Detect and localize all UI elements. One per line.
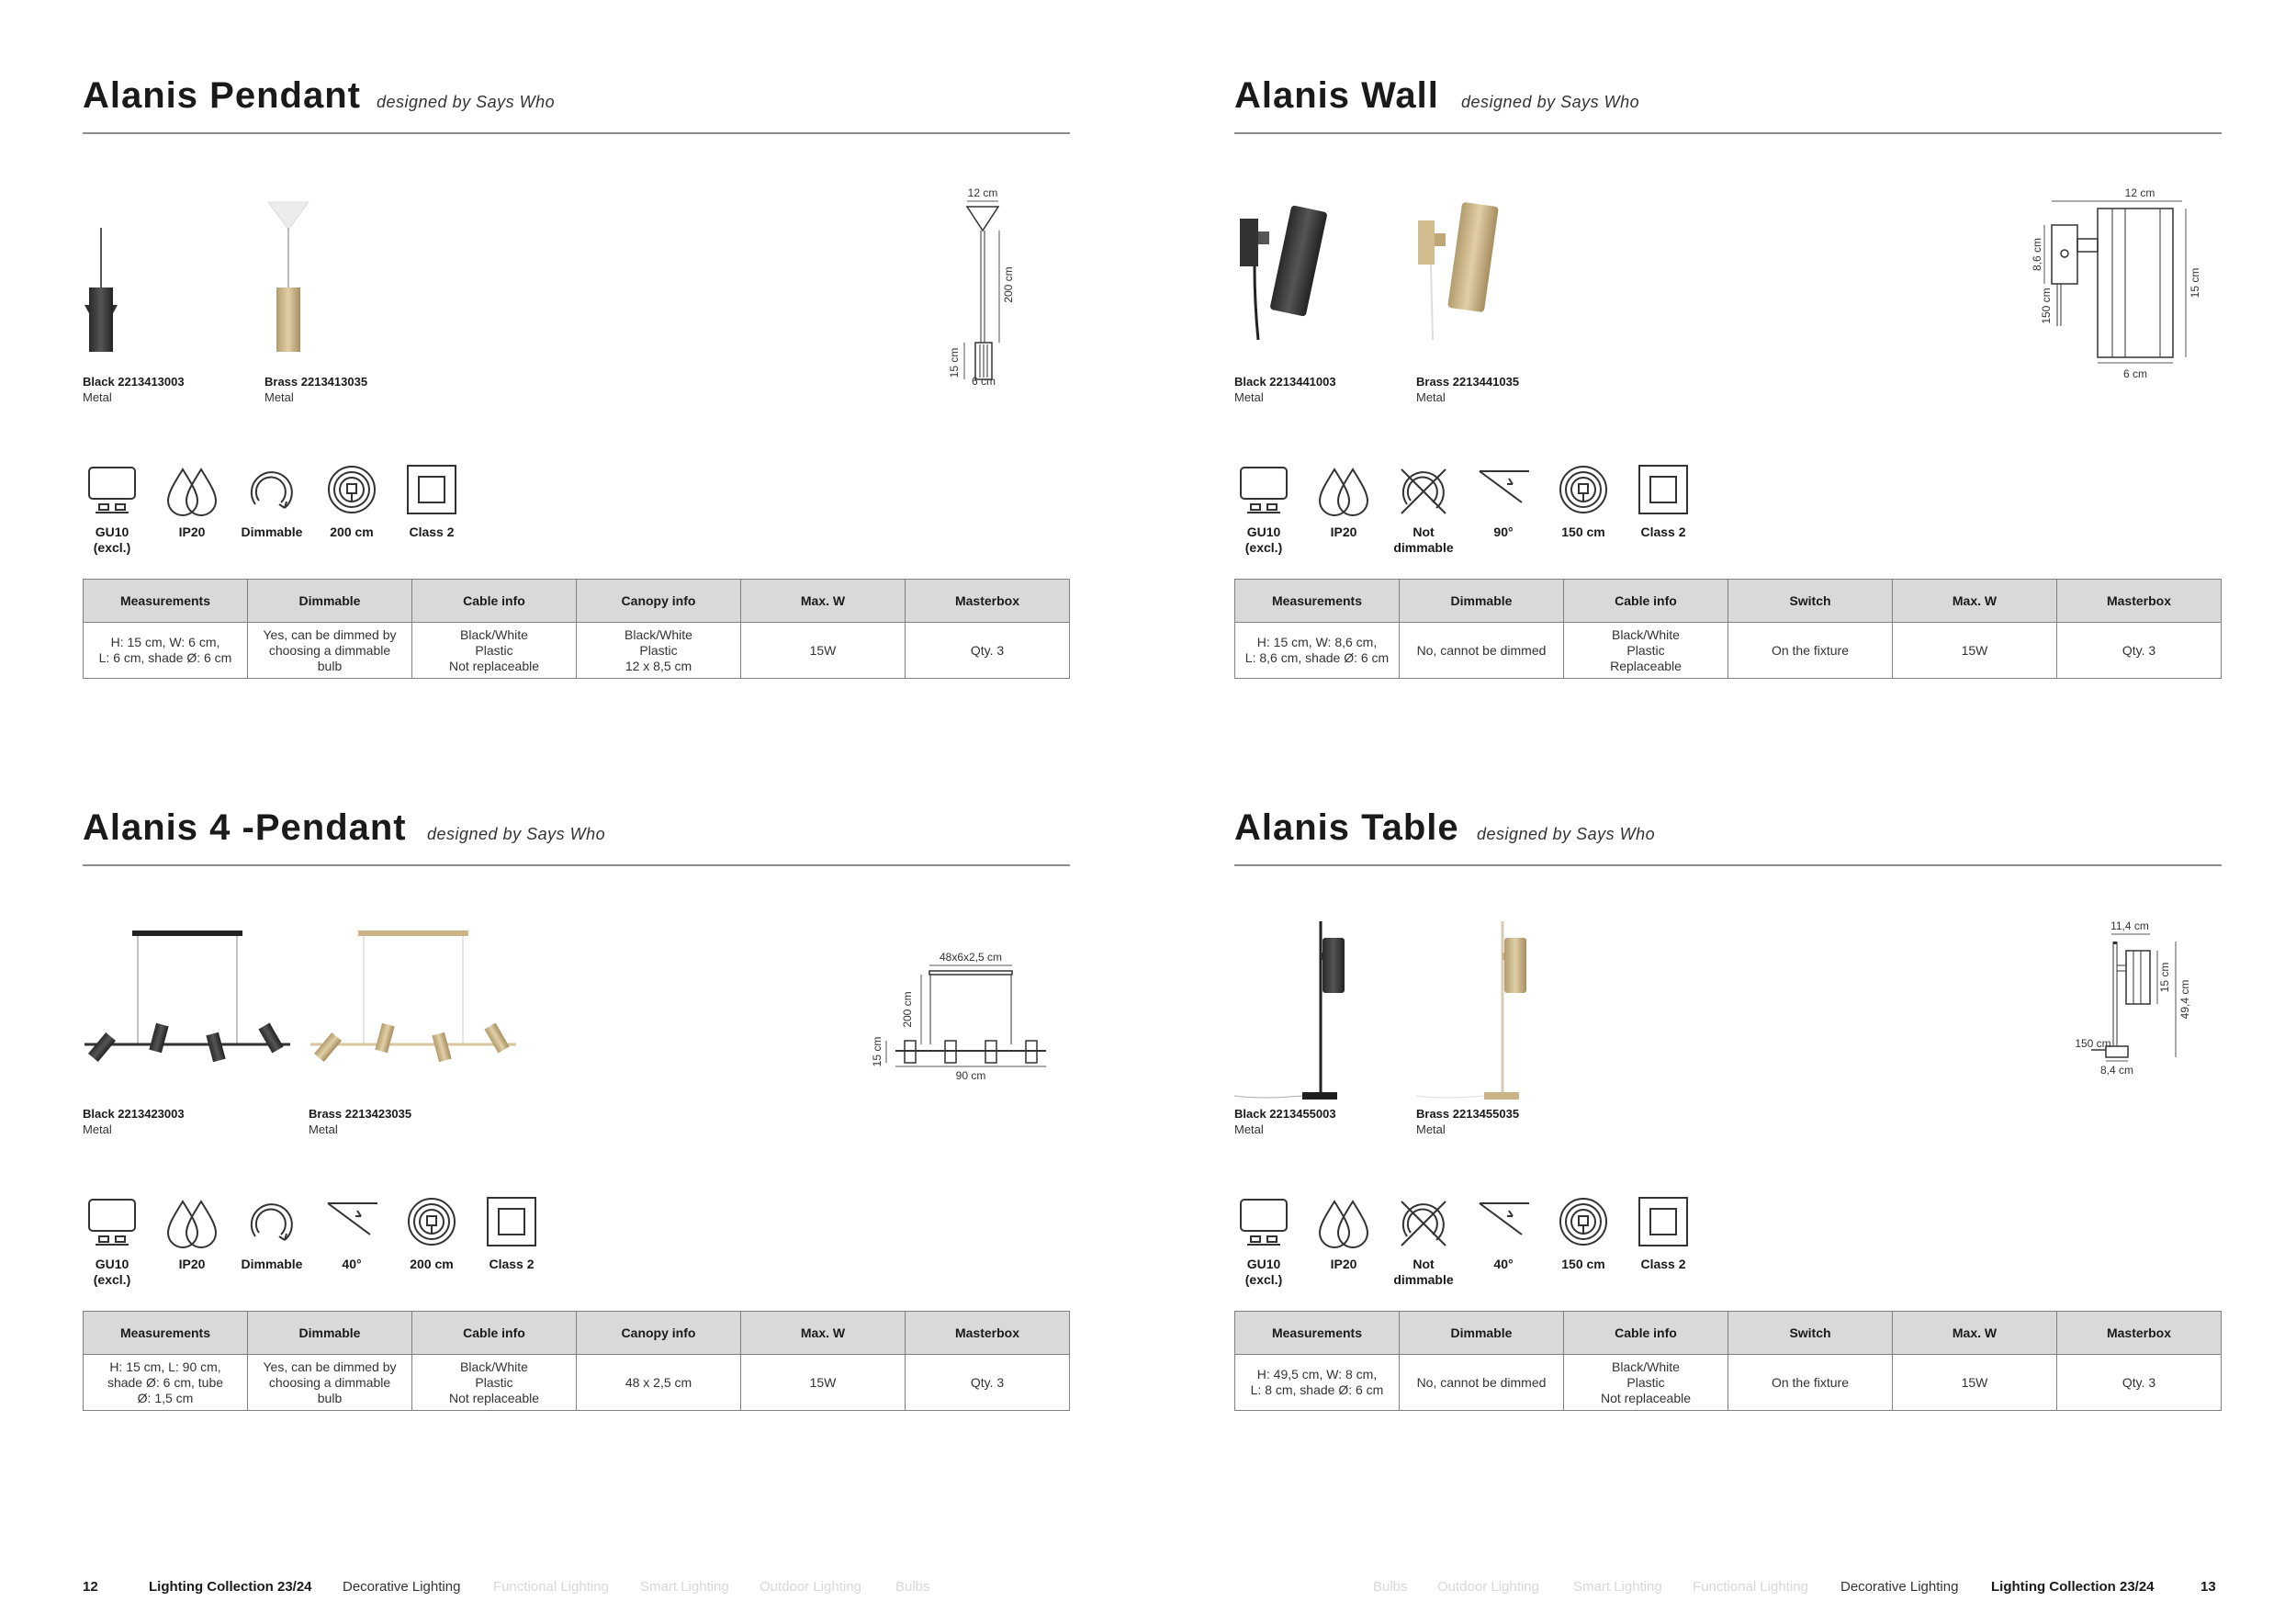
product-material: Metal (1234, 390, 1264, 404)
table-cell: Black/White Plastic Not replaceable (412, 1355, 577, 1411)
footer-nav-functional[interactable]: Functional Lighting (1693, 1579, 1808, 1595)
table-row (84, 623, 1070, 679)
table-cell: Black/White Plastic Replaceable (1564, 623, 1728, 679)
collection-name: Lighting Collection 23/24 (1991, 1579, 2155, 1595)
footer-nav-decorative[interactable]: Decorative Lighting (343, 1579, 461, 1595)
feature-label: 150 cm (1561, 1257, 1605, 1271)
feature-item (313, 464, 390, 565)
column-header: Switch (1728, 580, 1893, 623)
column-header: Max. W (741, 580, 906, 623)
ip20-drop-icon (163, 1196, 221, 1251)
table-lamp-dimension-drawing (2065, 919, 2203, 1077)
feature-label: 200 cm (330, 524, 374, 539)
dim-height: 15 cm (871, 1036, 884, 1067)
pendant-brass-photo (264, 184, 320, 367)
table-cell: Yes, can be dimmed by choosing a dimmable bulb (248, 623, 412, 679)
tilt-angle-icon (1474, 1196, 1533, 1251)
dim-backplate: 8,6 cm (2031, 237, 2043, 272)
four-pendant-dimension-drawing (868, 953, 1052, 1081)
footer-nav-smart[interactable]: Smart Lighting (640, 1579, 729, 1595)
footer-nav-outdoor[interactable]: Outdoor Lighting (1437, 1579, 1539, 1595)
gu10-bulb-icon (83, 1196, 141, 1251)
feature-label: GU10 (excl.) (1244, 1257, 1283, 1287)
feature-label: Class 2 (489, 1257, 535, 1271)
feature-item (1625, 464, 1702, 565)
product-material: Metal (309, 1122, 338, 1136)
section-header (1234, 806, 2222, 866)
feature-item (73, 464, 151, 565)
feature-label: Dimmable (241, 1257, 303, 1271)
tilt-angle-icon (1474, 464, 1533, 519)
spec-table (1234, 1311, 2222, 1411)
product-title: Alanis Pendant (83, 75, 361, 116)
footer-nav-bulbs[interactable]: Bulbs (895, 1579, 930, 1595)
table-cell: Black/White Plastic Not replaceable (1564, 1355, 1728, 1411)
feature-item (73, 1196, 151, 1297)
table-cell: H: 15 cm, W: 6 cm, L: 6 cm, shade Ø: 6 cm (84, 623, 248, 679)
column-header: Cable info (1564, 1312, 1728, 1355)
table-cell: 15W (741, 1355, 906, 1411)
spec-table (83, 1311, 1070, 1411)
table-row (84, 1355, 1070, 1411)
product-sku: Brass 2213423035 (309, 1107, 412, 1121)
dimmable-icon (242, 464, 301, 519)
gu10-bulb-icon (83, 464, 141, 519)
column-header: Masterbox (2057, 1312, 2222, 1355)
column-header: Canopy info (577, 1312, 741, 1355)
not-dimmable-icon (1394, 1196, 1453, 1251)
dim-top: 11,4 cm (2110, 919, 2149, 932)
dim-length: 200 cm (901, 991, 914, 1028)
feature-label: IP20 (1330, 1257, 1357, 1271)
column-header: Measurements (1235, 1312, 1400, 1355)
table-lamp-brass-photo (1416, 916, 1526, 1104)
table-cell: 15W (1893, 1355, 2057, 1411)
product-material: Metal (264, 390, 294, 404)
wall-black-photo (1234, 184, 1326, 372)
product-sku: Brass 2213413035 (264, 375, 368, 389)
column-header: Canopy info (577, 580, 741, 623)
page-number: 12 (83, 1579, 98, 1595)
feature-label: GU10 (excl.) (1244, 524, 1283, 555)
dim-height: 15 cm (2189, 267, 2201, 299)
feature-label: 40° (342, 1257, 362, 1271)
table-cell: 15W (741, 623, 906, 679)
column-header: Dimmable (248, 1312, 412, 1355)
table-lamp-black-photo (1234, 916, 1345, 1104)
ip20-drop-icon (163, 464, 221, 519)
gu10-bulb-icon (1234, 464, 1293, 519)
feature-item (153, 1196, 231, 1297)
cable-length-icon (322, 464, 381, 519)
class2-icon (482, 1196, 541, 1251)
product-material: Metal (1234, 1122, 1264, 1136)
column-header: Dimmable (248, 580, 412, 623)
product-sku: Brass 2213441035 (1416, 375, 1520, 389)
cable-length-icon (1554, 1196, 1613, 1251)
dim-shade: 6 cm (971, 375, 996, 388)
product-variant-black (83, 916, 266, 1155)
column-header: Measurements (1235, 580, 1400, 623)
dimmable-icon (242, 1196, 301, 1251)
column-header: Max. W (1893, 580, 2057, 623)
column-header: Masterbox (2057, 580, 2222, 623)
gu10-bulb-icon (1234, 1196, 1293, 1251)
column-header: Measurements (84, 1312, 248, 1355)
feature-item (1225, 1196, 1302, 1297)
feature-item (1305, 1196, 1382, 1297)
feature-label: Class 2 (1640, 524, 1686, 539)
feature-label: Class 2 (409, 524, 455, 539)
four-pendant-brass-photo (309, 916, 520, 1104)
column-header: Cable info (412, 580, 577, 623)
ip20-drop-icon (1314, 1196, 1373, 1251)
feature-label: IP20 (178, 1257, 206, 1271)
product-variant-brass (309, 916, 520, 1155)
product-variant-black (83, 184, 266, 423)
column-header: Measurements (84, 580, 248, 623)
feature-item (153, 464, 231, 565)
feature-label: IP20 (1330, 524, 1357, 539)
table-cell: Black/White Plastic Not replaceable (412, 623, 577, 679)
dim-canopy: 48x6x2,5 cm (939, 951, 1003, 964)
feature-item (1385, 464, 1462, 565)
column-header: Cable info (412, 1312, 577, 1355)
product-sku: Brass 2213455035 (1416, 1107, 1520, 1121)
product-variant-brass (264, 184, 448, 423)
dim-cable: 150 cm (2075, 1037, 2111, 1050)
feature-item (1385, 1196, 1462, 1297)
table-cell: H: 15 cm, W: 8,6 cm, L: 8,6 cm, shade Ø: 6 cm (1235, 623, 1400, 679)
feature-item (1625, 1196, 1702, 1297)
spec-table-header (1235, 580, 2222, 623)
feature-label: Not dimmable (1393, 524, 1454, 555)
feature-label: GU10 (excl.) (93, 524, 131, 555)
section-alanis-table (1234, 806, 2222, 1504)
ip20-drop-icon (1314, 464, 1373, 519)
pendant-black-photo (83, 184, 119, 367)
wall-brass-photo (1416, 184, 1508, 372)
designer-credit: designed by Says Who (427, 825, 606, 843)
table-row (1235, 623, 2222, 679)
feature-label: Dimmable (241, 524, 303, 539)
column-header: Cable info (1564, 580, 1728, 623)
feature-item (1465, 464, 1542, 565)
product-title: Alanis Table (1234, 807, 1459, 848)
dim-width: 90 cm (955, 1069, 986, 1082)
product-variant-brass (1416, 184, 1600, 423)
feature-label: Not dimmable (1393, 1257, 1454, 1287)
designer-credit: designed by Says Who (1461, 93, 1640, 111)
footer-nav-decorative[interactable]: Decorative Lighting (1840, 1579, 1959, 1595)
feature-item (1305, 464, 1382, 565)
feature-item (393, 464, 470, 565)
product-variant-black (1234, 916, 1418, 1155)
dim-height: 15 cm (948, 347, 961, 378)
product-title: Alanis Wall (1234, 75, 1439, 116)
dim-top: 12 cm (2124, 186, 2155, 199)
class2-icon (402, 464, 461, 519)
table-cell: Qty. 3 (2057, 1355, 2222, 1411)
column-header: Max. W (741, 1312, 906, 1355)
table-cell: Yes, can be dimmed by choosing a dimmable bulb (248, 1355, 412, 1411)
spec-table-header (1235, 1312, 2222, 1355)
collection-name: Lighting Collection 23/24 (149, 1579, 312, 1595)
column-header: Dimmable (1400, 580, 1564, 623)
pendant-dimension-drawing (928, 188, 1019, 386)
product-material: Metal (83, 1122, 112, 1136)
designer-credit: designed by Says Who (377, 93, 556, 111)
tilt-angle-icon (322, 1196, 381, 1251)
column-header: Max. W (1893, 1312, 2057, 1355)
dim-bottom: 6 cm (2122, 367, 2148, 380)
cable-length-icon (1554, 464, 1613, 519)
feature-item (1465, 1196, 1542, 1297)
table-cell: No, cannot be dimmed (1400, 623, 1564, 679)
table-cell: Qty. 3 (2057, 623, 2222, 679)
product-sku: Black 2213441003 (1234, 375, 1336, 389)
feature-item (233, 1196, 310, 1297)
section-header (1234, 73, 2222, 134)
feature-label: 90° (1493, 524, 1514, 539)
feature-label: Class 2 (1640, 1257, 1686, 1271)
feature-label: 200 cm (410, 1257, 454, 1271)
designer-credit: designed by Says Who (1477, 825, 1656, 843)
product-sku: Black 2213455003 (1234, 1107, 1336, 1121)
feature-label: 150 cm (1561, 524, 1605, 539)
section-alanis-wall (1234, 73, 2222, 772)
feature-label: GU10 (excl.) (93, 1257, 131, 1287)
column-header: Switch (1728, 1312, 1893, 1355)
footer-nav-bulbs[interactable]: Bulbs (1373, 1579, 1408, 1595)
table-cell: Black/White Plastic 12 x 8,5 cm (577, 623, 741, 679)
product-material: Metal (83, 390, 112, 404)
dim-length: 200 cm (1002, 266, 1015, 303)
spec-table (83, 579, 1070, 679)
dim-cable: 150 cm (2040, 288, 2053, 324)
product-title: Alanis 4 -Pendant (83, 807, 407, 848)
class2-icon (1634, 464, 1693, 519)
page-number: 13 (2200, 1579, 2216, 1595)
section-header (83, 806, 1070, 866)
dim-shade: 15 cm (2158, 962, 2171, 993)
feature-label: IP20 (178, 524, 206, 539)
four-pendant-black-photo (83, 916, 294, 1104)
product-variant-black (1234, 184, 1418, 423)
dim-base: 8,4 cm (2099, 1064, 2134, 1077)
spec-table-header (84, 1312, 1070, 1355)
table-cell: H: 49,5 cm, W: 8 cm, L: 8 cm, shade Ø: 6 cm (1235, 1355, 1400, 1411)
footer-nav-smart[interactable]: Smart Lighting (1573, 1579, 1662, 1595)
table-cell: 48 x 2,5 cm (577, 1355, 741, 1411)
cable-length-icon (402, 1196, 461, 1251)
table-cell: Qty. 3 (906, 623, 1070, 679)
wall-dimension-drawing (2024, 188, 2208, 386)
table-cell: No, cannot be dimmed (1400, 1355, 1564, 1411)
table-row (1235, 1355, 2222, 1411)
column-header: Dimmable (1400, 1312, 1564, 1355)
product-sku: Black 2213413003 (83, 375, 185, 389)
column-header: Masterbox (906, 1312, 1070, 1355)
section-alanis-4-pendant (83, 806, 1070, 1504)
table-cell: 15W (1893, 623, 2057, 679)
table-cell: On the fixture (1728, 1355, 1893, 1411)
section-alanis-pendant (83, 73, 1070, 772)
feature-item (233, 464, 310, 565)
table-cell: Qty. 3 (906, 1355, 1070, 1411)
feature-item (473, 1196, 550, 1297)
spec-table-header (84, 580, 1070, 623)
product-material: Metal (1416, 1122, 1446, 1136)
dim-width: 12 cm (967, 186, 998, 199)
product-variant-brass (1416, 916, 1600, 1155)
not-dimmable-icon (1394, 464, 1453, 519)
feature-item (393, 1196, 470, 1297)
spec-table (1234, 579, 2222, 679)
class2-icon (1634, 1196, 1693, 1251)
product-sku: Black 2213423003 (83, 1107, 185, 1121)
feature-item (1545, 464, 1622, 565)
column-header: Masterbox (906, 580, 1070, 623)
product-material: Metal (1416, 390, 1446, 404)
feature-item (1545, 1196, 1622, 1297)
feature-item (313, 1196, 390, 1297)
dim-height: 49,4 cm (2178, 979, 2191, 1020)
feature-label: 40° (1493, 1257, 1514, 1271)
section-header (83, 73, 1070, 134)
footer-nav-functional[interactable]: Functional Lighting (493, 1579, 609, 1595)
table-cell: H: 15 cm, L: 90 cm, shade Ø: 6 cm, tube Ø: 1,5 cm (84, 1355, 248, 1411)
table-cell: On the fixture (1728, 623, 1893, 679)
footer-nav-outdoor[interactable]: Outdoor Lighting (760, 1579, 861, 1595)
feature-item (1225, 464, 1302, 565)
